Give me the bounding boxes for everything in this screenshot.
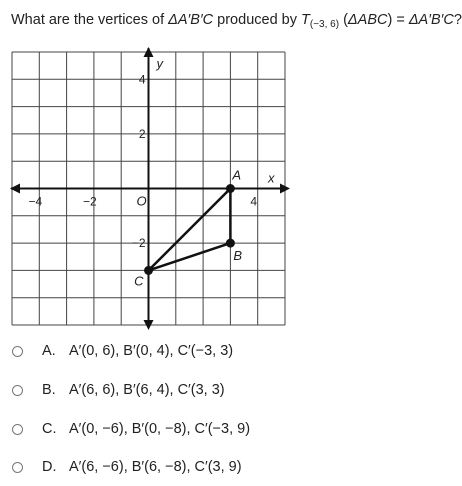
answer-option-d[interactable]	[12, 456, 432, 478]
question-image-triangle-2: ΔA′B′C	[408, 12, 454, 28]
radio-button-icon[interactable]	[12, 385, 23, 396]
y-tick-label: 4	[138, 72, 146, 87]
option-text: A′(6, −6), B′(6, −8), C′(3, 9)	[69, 459, 242, 475]
question-suffix: ?	[453, 12, 462, 28]
y-axis-label: y	[156, 56, 163, 71]
question-pre-triangle: (	[339, 12, 348, 28]
option-text: A′(0, 6), B′(0, 4), C′(−3, 3)	[69, 343, 234, 359]
radio-button-icon[interactable]	[12, 346, 23, 357]
option-text: A′(0, −6), B′(0, −8), C′(−3, 9)	[69, 421, 251, 437]
origin-label: O	[136, 193, 147, 209]
vertex-point	[144, 266, 153, 275]
question-prefix: What are the vertices of	[11, 12, 169, 28]
answer-option-b[interactable]	[12, 379, 432, 401]
option-letter: B.	[42, 382, 56, 398]
vertex-label: A	[232, 167, 242, 183]
x-tick-label: 4	[250, 194, 258, 209]
radio-button-icon[interactable]	[12, 424, 23, 435]
vertex-label: B	[233, 248, 243, 264]
option-letter: D.	[42, 459, 57, 475]
vertex-point	[226, 239, 235, 248]
option-letter: A.	[42, 343, 56, 359]
answer-option-a[interactable]	[12, 340, 432, 362]
question-transform-sub: (−3, 6)	[309, 19, 340, 30]
option-text: A′(6, 6), B′(6, 4), C′(3, 3)	[69, 382, 225, 398]
answer-option-c[interactable]	[12, 418, 432, 440]
question-triangle: ΔABC	[347, 12, 388, 28]
question-mid: produced by	[213, 12, 302, 28]
radio-button-icon[interactable]	[12, 462, 23, 473]
x-tick-label: −2	[83, 194, 97, 209]
x-tick-label: −4	[28, 194, 43, 209]
question-text	[11, 12, 462, 30]
triangle-abc	[149, 189, 231, 271]
x-axis-label: x	[268, 170, 275, 186]
option-letter: C.	[42, 421, 57, 437]
question-image-triangle: ΔA′B′C	[168, 12, 214, 28]
y-tick-label: −2	[131, 236, 146, 251]
y-tick-label: 2	[138, 126, 146, 141]
coordinate-graph	[10, 48, 290, 330]
question-post: ) =	[387, 12, 409, 28]
vertex-label: C	[134, 273, 144, 289]
question-transform: T	[301, 12, 310, 28]
vertex-point	[226, 184, 235, 193]
